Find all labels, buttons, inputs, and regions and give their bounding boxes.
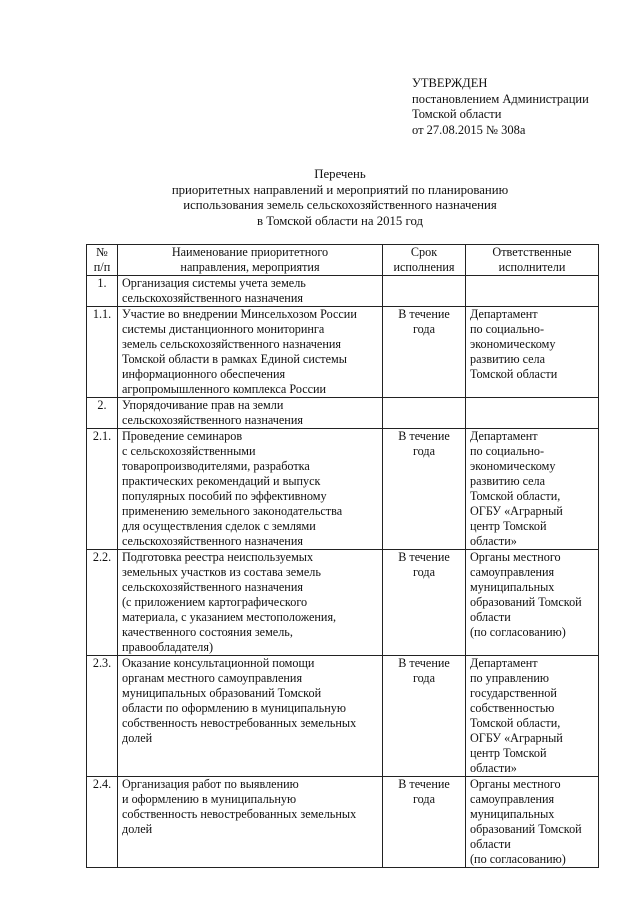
measure-name-line: собственность невостребованных земельных (122, 807, 357, 821)
term-line: года (412, 565, 436, 579)
executor-line: Органы местного (470, 777, 561, 791)
term-cell (383, 656, 466, 777)
term-line: года (412, 444, 436, 458)
table-header-row (87, 245, 599, 276)
measure-name-line: земельных участков из состава земель (122, 565, 321, 579)
header-line: п/п (93, 260, 111, 274)
header-line: исполнители (498, 260, 566, 274)
executor-line: муниципальных (470, 807, 555, 821)
executor-line: развитию села (470, 474, 546, 488)
term-cell (383, 777, 466, 868)
executor-cell (466, 550, 599, 656)
measure-name-cell (118, 398, 383, 429)
term-line: В течение (398, 777, 450, 791)
measure-name-line: сельскохозяйственного назначения (122, 291, 303, 305)
header-executors (466, 245, 599, 276)
document-title (60, 167, 620, 229)
executor-line: по социально- (470, 322, 545, 336)
table-row (87, 550, 599, 656)
measure-name-cell (118, 656, 383, 777)
executor-line: Департамент (470, 307, 538, 321)
table-row (87, 276, 599, 307)
measure-name-line: муниципальных образований Томской (122, 686, 322, 700)
executor-cell (466, 398, 599, 429)
term-line: В течение (398, 656, 450, 670)
header-line: № (96, 245, 108, 259)
executor-line: государственной (470, 686, 557, 700)
measure-name-line: земель сельскохозяйственного назначения (122, 337, 341, 351)
executor-line: ОГБУ «Аграрный (470, 504, 563, 518)
measure-name-line: собственность невостребованных земельных (122, 716, 357, 730)
measure-name-line: и оформлению в муниципальную (122, 792, 297, 806)
measure-name-line: качественного состояния земель, (122, 625, 293, 639)
executor-line: экономическому (470, 337, 556, 351)
executor-line: Томской области (470, 367, 558, 381)
executor-line: экономическому (470, 459, 556, 473)
measure-name-line: системы дистанционного мониторинга (122, 322, 325, 336)
executor-line: центр Томской (470, 746, 547, 760)
term-line: В течение (398, 307, 450, 321)
measure-name-line: Оказание консультационной помощи (122, 656, 315, 670)
measure-name-cell (118, 276, 383, 307)
measure-name-cell (118, 550, 383, 656)
table-row (87, 777, 599, 868)
measure-name-line: правообладателя) (122, 640, 214, 654)
measure-name-cell (118, 307, 383, 398)
executor-line: ОГБУ «Аграрный (470, 731, 563, 745)
measure-name-line: с сельскохозяйственными (122, 444, 256, 458)
measure-name-line: Проведение семинаров (122, 429, 243, 443)
table-body (87, 276, 599, 868)
measure-name-line: сельскохозяйственного назначения (122, 413, 303, 427)
executor-cell (466, 307, 599, 398)
executor-line: области (470, 837, 511, 851)
measure-name-line: популярных пособий по эффективному (122, 489, 327, 503)
term-line: года (412, 792, 436, 806)
title-line: использования земель сельскохозяйственного назначения (183, 198, 497, 212)
row-number: 2.3. (87, 656, 118, 777)
measure-name-line: Подготовка реестра неиспользуемых (122, 550, 314, 564)
approval-line: постановлением Администрации (412, 91, 589, 106)
row-number: 2.1. (87, 429, 118, 550)
executor-line: самоуправления (470, 792, 555, 806)
executor-cell (466, 777, 599, 868)
header-line: Ответственные (492, 245, 572, 259)
approval-line: Томской области (412, 107, 502, 121)
measure-name-line: Организация системы учета земель (122, 276, 306, 290)
header-line: исполнения (393, 260, 455, 274)
executor-line: образований Томской (470, 822, 582, 836)
term-line: года (412, 322, 436, 336)
executor-line: Томской области, (470, 489, 561, 503)
executor-line: по управлению (470, 671, 550, 685)
approval-stamp (412, 76, 589, 138)
row-number: 1.1. (87, 307, 118, 398)
term-line: года (412, 671, 436, 685)
executor-line: муниципальных (470, 580, 555, 594)
executor-line: области» (470, 761, 517, 775)
measure-name-line: практических рекомендаций и выпуск (122, 474, 321, 488)
table-row (87, 429, 599, 550)
measures-table (86, 244, 599, 868)
term-cell (383, 398, 466, 429)
measure-name-line: Участие во внедрении Минсельхозом России (122, 307, 357, 321)
executor-line: по социально- (470, 444, 545, 458)
executor-line: развитию села (470, 352, 546, 366)
header-number (87, 245, 118, 276)
term-cell (383, 307, 466, 398)
executor-line: (по согласованию) (470, 625, 566, 639)
term-cell (383, 550, 466, 656)
row-number: 2.4. (87, 777, 118, 868)
title-line: в Томской области на 2015 год (256, 213, 423, 228)
term-line: В течение (398, 429, 450, 443)
measure-name-cell (118, 777, 383, 868)
term-cell (383, 429, 466, 550)
measure-name-line: долей (122, 822, 153, 836)
executor-line: Департамент (470, 656, 538, 670)
measure-name-line: Организация работ по выявлению (122, 777, 299, 791)
measure-name-line: материала, с указанием местоположения, (122, 610, 337, 624)
header-term (383, 245, 466, 276)
measure-name-line: Упорядочивание прав на земли (122, 398, 284, 412)
header-name (118, 245, 383, 276)
measure-name-line: информационного обеспечения (122, 367, 286, 381)
measure-name-line: Томской области в рамках Единой системы (122, 352, 347, 366)
row-number: 2. (87, 398, 118, 429)
approval-line: УТВЕРЖДЕН (412, 76, 488, 90)
measure-name-line: сельскохозяйственного назначения (122, 580, 303, 594)
approval-line: от 27.08.2015 № 308а (412, 122, 526, 137)
executor-line: области (470, 610, 511, 624)
term-cell (383, 276, 466, 307)
measure-name-line: долей (122, 731, 153, 745)
measure-name-line: (с приложением картографического (122, 595, 308, 609)
executor-line: собственностью (470, 701, 555, 715)
executor-line: центр Томской (470, 519, 547, 533)
measure-name-line: товаропроизводителями, разработка (122, 459, 310, 473)
row-number: 2.2. (87, 550, 118, 656)
executor-cell (466, 429, 599, 550)
header-line: направления, мероприятия (180, 260, 320, 274)
title-line: Перечень (314, 167, 366, 181)
table-row (87, 656, 599, 777)
executor-line: Департамент (470, 429, 538, 443)
executor-line: самоуправления (470, 565, 555, 579)
measure-name-line: агропромышленного комплекса России (122, 382, 327, 396)
table-row (87, 307, 599, 398)
measure-name-line: для осуществления сделок с землями (122, 519, 316, 533)
header-line: Срок (410, 245, 438, 259)
executor-line: Органы местного (470, 550, 561, 564)
row-number: 1. (87, 276, 118, 307)
executor-cell (466, 276, 599, 307)
measure-name-line: органам местного самоуправления (122, 671, 303, 685)
executor-cell (466, 656, 599, 777)
table-row (87, 398, 599, 429)
executor-line: Томской области, (470, 716, 561, 730)
measure-name-line: применению земельного законодательства (122, 504, 343, 518)
title-line: приоритетных направлений и мероприятий по планированию (171, 182, 509, 197)
measure-name-cell (118, 429, 383, 550)
executor-line: образований Томской (470, 595, 582, 609)
measure-name-line: области по оформлению в муниципальную (122, 701, 346, 715)
executor-line: (по согласованию) (470, 852, 566, 866)
executor-line: области» (470, 534, 517, 548)
measure-name-line: сельскохозяйственного назначения (122, 534, 303, 548)
term-line: В течение (398, 550, 450, 564)
header-line: Наименование приоритетного (171, 245, 329, 259)
